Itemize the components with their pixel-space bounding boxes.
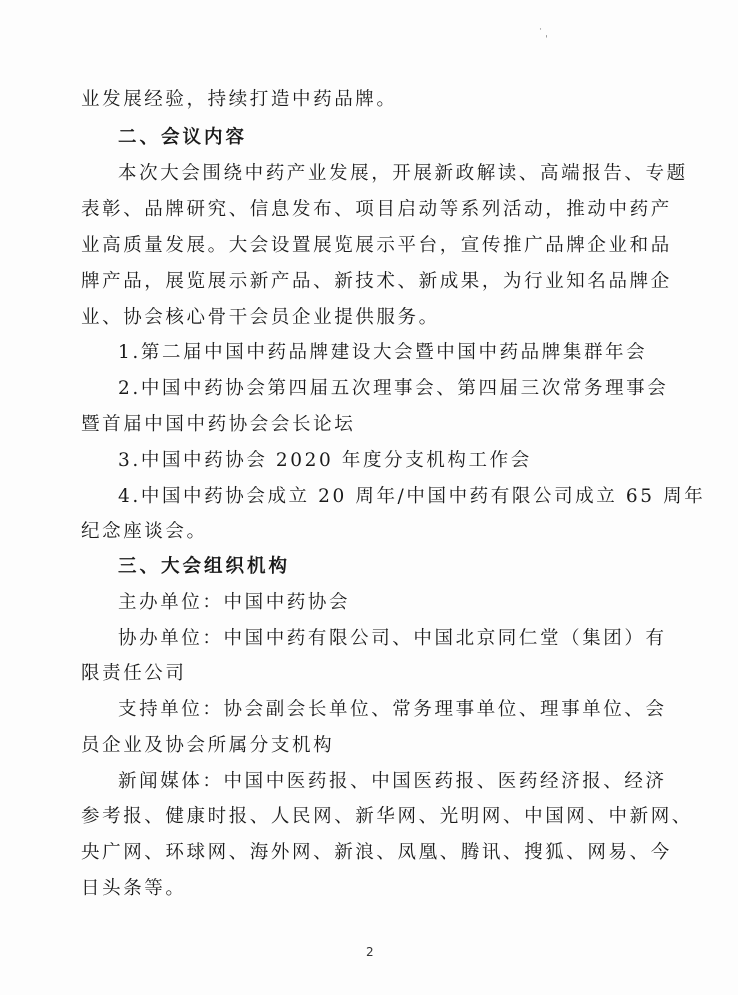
paragraph-line: 支持单位：协会副会长单位、常务理事单位、理事单位、会 [118, 699, 667, 720]
paragraph-line: 日头条等。 [81, 878, 187, 899]
section-heading: 二、会议内容 [118, 127, 248, 148]
list-item: 2.中国中药协会第四届五次理事会、第四届三次常务理事会 [118, 378, 669, 399]
page-number: 2 [366, 945, 374, 959]
paragraph-line: 本次大会围绕中药产业发展，开展新政解读、高端报告、专题 [118, 163, 688, 184]
paragraph-line: 员企业及协会所属分支机构 [81, 735, 335, 756]
paragraph-line: 表彰、品牌研究、信息发布、项目启动等系列活动，推动中药产 [81, 199, 672, 220]
paragraph-line: 主办单位：中国中药协会 [118, 592, 351, 613]
section-heading: 三、大会组织机构 [118, 556, 291, 577]
paragraph-line: 新闻媒体：中国中医药报、中国医药报、医药经济报、经济 [118, 771, 667, 792]
list-item-continuation: 暨首届中国中药协会会长论坛 [81, 414, 356, 435]
list-item: 1.第二届中国中药品牌建设大会暨中国中药品牌集群年会 [118, 342, 648, 363]
paragraph-line: 牌产品，展览展示新产品、新技术、新成果，为行业知名品牌企 [81, 271, 672, 292]
paragraph-line: 限责任公司 [81, 663, 187, 684]
list-item: 4.中国中药协会成立 20 周年/中国中药有限公司成立 65 周年 [118, 486, 706, 507]
scan-artifact: ˙ˌ [538, 28, 550, 39]
paragraph-line: 协办单位：中国中药有限公司、中国北京同仁堂（集团）有 [118, 628, 667, 649]
paragraph-line: 央广网、环球网、海外网、新浪、凤凰、腾讯、搜狐、网易、今 [81, 842, 672, 863]
list-item: 3.中国中药协会 2020 年度分支机构工作会 [118, 450, 532, 471]
paragraph-line: 参考报、健康时报、人民网、新华网、光明网、中国网、中新网、 [81, 806, 693, 827]
paragraph-line: 业高质量发展。大会设置展览展示平台，宣传推广品牌企业和品 [81, 235, 672, 256]
list-item-continuation: 纪念座谈会。 [81, 521, 208, 542]
paragraph-line: 业、协会核心骨干会员企业提供服务。 [81, 307, 440, 328]
paragraph-line: 业发展经验，持续打造中药品牌。 [81, 89, 398, 110]
